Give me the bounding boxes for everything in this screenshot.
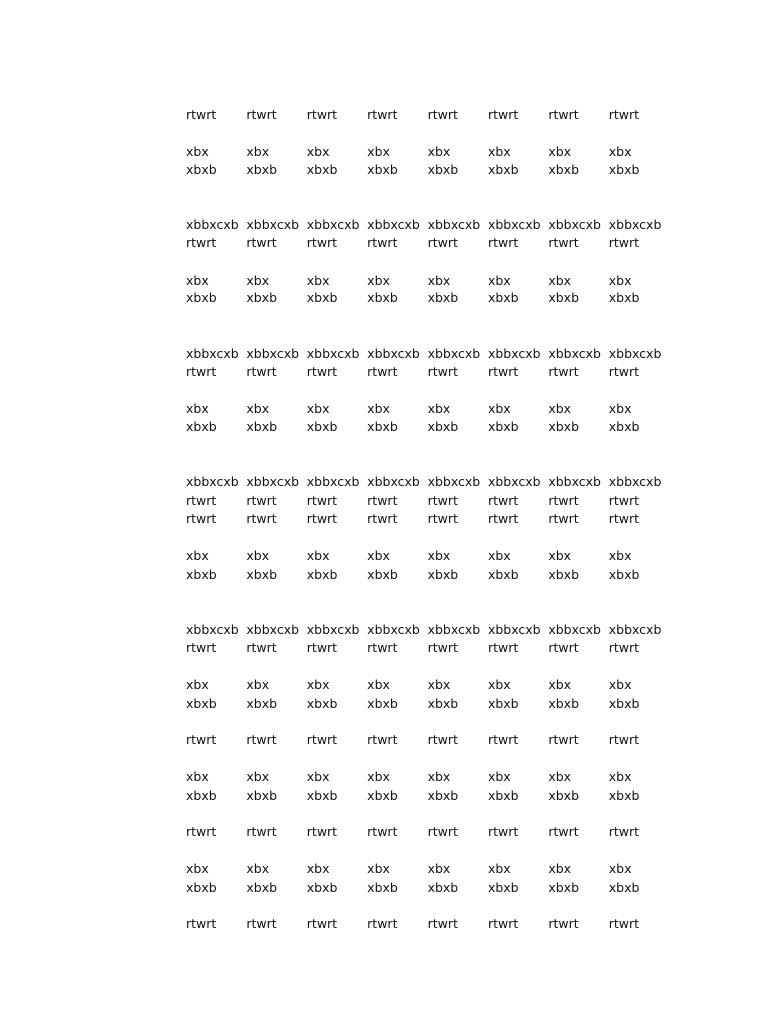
- text-cell: rtwrt: [186, 364, 217, 379]
- text-cell: rtwrt: [186, 640, 217, 655]
- text-cell: rtwrt: [608, 916, 640, 931]
- text-cell: xbbxcxb: [186, 217, 239, 232]
- text-line: [186, 510, 669, 528]
- text-line: [186, 731, 669, 749]
- text-cell: rtwrt: [306, 916, 338, 931]
- text-cell: xbx: [608, 401, 632, 416]
- text-cell: xbxb: [427, 567, 459, 582]
- text-cell: xbx: [427, 144, 451, 159]
- text-cell: xbxb: [246, 696, 278, 711]
- text-cell: rtwrt: [246, 640, 277, 655]
- text-cell: xbx: [487, 548, 511, 563]
- text-cell: rtwrt: [548, 732, 579, 747]
- text-cell: xbbxcxb: [608, 346, 662, 361]
- text-cell: rtwrt: [548, 916, 579, 931]
- text-line: [186, 860, 669, 878]
- text-cell: xbbxcxb: [548, 474, 601, 489]
- text-cell: rtwrt: [487, 824, 519, 839]
- text-cell: xbx: [246, 401, 270, 416]
- text-cell: rtwrt: [367, 916, 398, 931]
- text-cell: rtwrt: [367, 493, 398, 508]
- text-cell: xbxb: [548, 696, 580, 711]
- text-cell: rtwrt: [367, 235, 398, 250]
- text-cell: xbx: [367, 677, 390, 692]
- text-cell: xbxb: [487, 788, 519, 803]
- text-cell: xbxb: [246, 880, 278, 895]
- text-cell: xbx: [367, 144, 390, 159]
- text-line: [186, 272, 669, 290]
- text-cell: rtwrt: [246, 107, 277, 122]
- text-cell: xbbxcxb: [306, 346, 360, 361]
- text-cell: xbbxcxb: [246, 346, 300, 361]
- text-cell: xbx: [367, 769, 390, 784]
- text-cell: rtwrt: [427, 493, 458, 508]
- text-cell: xbxb: [186, 880, 217, 895]
- text-cell: xbx: [487, 401, 511, 416]
- text-line: [186, 639, 669, 657]
- text-cell: rtwrt: [427, 640, 458, 655]
- text-cell: xbxb: [186, 567, 217, 582]
- text-cell: xbxb: [367, 696, 398, 711]
- text-cell: xbxb: [608, 290, 640, 305]
- text-cell: xbx: [427, 273, 451, 288]
- text-cell: xbxb: [548, 788, 580, 803]
- text-cell: xbbxcxb: [367, 622, 420, 637]
- text-cell: rtwrt: [186, 107, 217, 122]
- text-cell: xbxb: [548, 567, 580, 582]
- text-cell: xbx: [608, 548, 632, 563]
- text-cell: xbxb: [548, 880, 580, 895]
- text-cell: xbx: [608, 144, 632, 159]
- text-cell: xbxb: [487, 696, 519, 711]
- text-cell: xbx: [186, 769, 209, 784]
- text-cell: xbbxcxb: [367, 346, 420, 361]
- text-cell: rtwrt: [608, 493, 640, 508]
- text-cell: rtwrt: [608, 235, 640, 250]
- text-cell: rtwrt: [367, 364, 398, 379]
- text-cell: rtwrt: [548, 235, 579, 250]
- text-cell: rtwrt: [548, 364, 579, 379]
- text-cell: xbx: [487, 861, 511, 876]
- text-cell: rtwrt: [608, 732, 640, 747]
- text-cell: xbx: [427, 548, 451, 563]
- text-cell: xbx: [367, 548, 390, 563]
- text-cell: xbxb: [427, 419, 459, 434]
- text-cell: xbxb: [548, 419, 580, 434]
- text-cell: xbx: [427, 677, 451, 692]
- text-cell: rtwrt: [487, 916, 519, 931]
- text-cell: xbbxcxb: [306, 622, 360, 637]
- text-cell: xbxb: [608, 788, 640, 803]
- text-cell: xbxb: [487, 419, 519, 434]
- text-cell: xbxb: [608, 696, 640, 711]
- text-cell: rtwrt: [427, 511, 458, 526]
- text-cell: xbx: [487, 769, 511, 784]
- text-cell: xbxb: [367, 880, 398, 895]
- text-cell: rtwrt: [306, 235, 338, 250]
- text-cell: xbx: [548, 273, 572, 288]
- text-cell: xbx: [608, 273, 632, 288]
- text-cell: xbxb: [487, 567, 519, 582]
- text-cell: xbx: [608, 861, 632, 876]
- text-cell: xbxb: [246, 290, 278, 305]
- text-cell: xbxb: [246, 419, 278, 434]
- text-cell: xbx: [548, 677, 572, 692]
- text-cell: xbx: [246, 144, 270, 159]
- text-cell: rtwrt: [427, 732, 458, 747]
- text-cell: rtwrt: [427, 824, 458, 839]
- text-cell: xbbxcxb: [548, 217, 601, 232]
- text-cell: xbx: [186, 677, 209, 692]
- text-cell: rtwrt: [306, 732, 338, 747]
- text-cell: rtwrt: [608, 364, 640, 379]
- text-cell: xbxb: [186, 290, 217, 305]
- text-cell: rtwrt: [306, 511, 338, 526]
- text-cell: xbx: [186, 401, 209, 416]
- text-cell: xbbxcxb: [367, 217, 420, 232]
- text-cell: xbbxcxb: [487, 474, 541, 489]
- text-cell: xbbxcxb: [367, 474, 420, 489]
- text-cell: xbbxcxb: [427, 622, 481, 637]
- text-cell: xbbxcxb: [306, 217, 360, 232]
- text-line: [186, 879, 669, 897]
- text-cell: rtwrt: [487, 732, 519, 747]
- text-cell: rtwrt: [246, 235, 277, 250]
- text-line: [186, 787, 669, 805]
- text-cell: xbxb: [608, 880, 640, 895]
- text-line: [186, 106, 669, 124]
- text-cell: xbx: [306, 401, 330, 416]
- text-cell: xbx: [306, 861, 330, 876]
- text-cell: xbbxcxb: [548, 622, 601, 637]
- text-cell: rtwrt: [487, 493, 519, 508]
- text-cell: xbxb: [427, 290, 459, 305]
- text-cell: rtwrt: [186, 511, 217, 526]
- text-cell: xbx: [306, 677, 330, 692]
- text-cell: rtwrt: [427, 107, 458, 122]
- text-cell: xbx: [186, 861, 209, 876]
- text-cell: rtwrt: [427, 364, 458, 379]
- text-cell: rtwrt: [548, 640, 579, 655]
- text-line: [186, 547, 669, 565]
- text-cell: xbx: [246, 769, 270, 784]
- text-cell: xbxb: [186, 788, 217, 803]
- text-cell: xbxb: [306, 419, 338, 434]
- text-cell: rtwrt: [427, 916, 458, 931]
- text-cell: xbx: [548, 548, 572, 563]
- text-cell: xbxb: [427, 696, 459, 711]
- text-cell: rtwrt: [186, 235, 217, 250]
- text-line: [186, 418, 669, 436]
- text-cell: rtwrt: [186, 493, 217, 508]
- text-cell: xbbxcxb: [186, 474, 239, 489]
- text-cell: rtwrt: [487, 640, 519, 655]
- text-line: [186, 492, 669, 510]
- text-cell: xbx: [427, 861, 451, 876]
- text-line: [186, 363, 669, 381]
- text-cell: rtwrt: [306, 493, 338, 508]
- text-cell: xbx: [306, 769, 330, 784]
- text-cell: xbx: [427, 769, 451, 784]
- text-cell: xbxb: [548, 290, 580, 305]
- text-cell: xbx: [367, 861, 390, 876]
- text-cell: xbxb: [306, 290, 338, 305]
- text-cell: xbxb: [186, 696, 217, 711]
- text-cell: xbx: [186, 548, 209, 563]
- text-cell: rtwrt: [487, 235, 519, 250]
- text-cell: rtwrt: [186, 732, 217, 747]
- text-cell: rtwrt: [306, 640, 338, 655]
- text-cell: xbxb: [367, 290, 398, 305]
- text-cell: rtwrt: [487, 107, 519, 122]
- text-cell: rtwrt: [548, 824, 579, 839]
- text-line: [186, 676, 669, 694]
- text-cell: xbxb: [246, 162, 278, 177]
- text-cell: rtwrt: [246, 493, 277, 508]
- text-cell: rtwrt: [246, 364, 277, 379]
- text-line: [186, 289, 669, 307]
- text-cell: xbbxcxb: [487, 217, 541, 232]
- text-cell: xbxb: [487, 880, 519, 895]
- text-cell: rtwrt: [427, 235, 458, 250]
- text-cell: xbbxcxb: [608, 622, 662, 637]
- text-line: [186, 695, 669, 713]
- text-cell: xbbxcxb: [246, 622, 300, 637]
- text-cell: xbxb: [367, 419, 398, 434]
- text-line: [186, 621, 669, 639]
- text-line: [186, 768, 669, 786]
- text-cell: xbxb: [427, 880, 459, 895]
- text-cell: rtwrt: [246, 824, 277, 839]
- text-line: [186, 473, 669, 491]
- text-cell: xbxb: [246, 788, 278, 803]
- text-cell: rtwrt: [246, 916, 277, 931]
- text-cell: xbxb: [246, 567, 278, 582]
- text-cell: xbx: [608, 769, 632, 784]
- text-cell: xbxb: [367, 788, 398, 803]
- text-line: [186, 345, 669, 363]
- text-cell: xbxb: [487, 162, 519, 177]
- text-cell: xbbxcxb: [246, 474, 300, 489]
- text-line: [186, 216, 669, 234]
- text-cell: xbxb: [427, 162, 459, 177]
- text-cell: xbbxcxb: [608, 217, 662, 232]
- text-cell: xbxb: [427, 788, 459, 803]
- text-cell: xbbxcxb: [246, 217, 300, 232]
- text-cell: xbx: [487, 273, 511, 288]
- text-cell: rtwrt: [548, 493, 579, 508]
- text-cell: rtwrt: [367, 107, 398, 122]
- text-cell: rtwrt: [608, 824, 640, 839]
- text-cell: xbx: [548, 861, 572, 876]
- text-cell: rtwrt: [608, 640, 640, 655]
- text-cell: rtwrt: [186, 824, 217, 839]
- text-cell: rtwrt: [548, 511, 579, 526]
- text-cell: xbbxcxb: [427, 217, 481, 232]
- text-cell: xbxb: [306, 567, 338, 582]
- text-line: [186, 234, 669, 252]
- text-line: [186, 161, 669, 179]
- text-cell: xbx: [246, 861, 270, 876]
- text-cell: xbbxcxb: [306, 474, 360, 489]
- text-cell: rtwrt: [487, 364, 519, 379]
- text-cell: xbx: [246, 548, 270, 563]
- text-cell: xbxb: [608, 567, 640, 582]
- text-cell: rtwrt: [246, 732, 277, 747]
- text-cell: xbx: [608, 677, 632, 692]
- text-cell: xbbxcxb: [186, 622, 239, 637]
- text-cell: xbxb: [186, 162, 217, 177]
- text-cell: rtwrt: [186, 916, 217, 931]
- text-cell: xbx: [186, 273, 209, 288]
- text-cell: xbx: [367, 401, 390, 416]
- text-cell: xbbxcxb: [487, 622, 541, 637]
- text-cell: xbbxcxb: [186, 346, 239, 361]
- text-cell: xbbxcxb: [548, 346, 601, 361]
- text-cell: rtwrt: [608, 107, 640, 122]
- text-cell: rtwrt: [548, 107, 579, 122]
- text-cell: rtwrt: [246, 511, 277, 526]
- text-line: [186, 823, 669, 841]
- text-cell: rtwrt: [306, 107, 338, 122]
- text-cell: rtwrt: [367, 640, 398, 655]
- text-cell: rtwrt: [306, 824, 338, 839]
- text-cell: xbx: [186, 144, 209, 159]
- text-cell: xbxb: [608, 419, 640, 434]
- text-line: [186, 566, 669, 584]
- text-cell: xbx: [306, 144, 330, 159]
- text-cell: xbxb: [367, 567, 398, 582]
- text-cell: rtwrt: [367, 824, 398, 839]
- text-cell: xbx: [548, 144, 572, 159]
- text-cell: xbx: [487, 144, 511, 159]
- text-cell: xbx: [427, 401, 451, 416]
- text-cell: xbxb: [306, 696, 338, 711]
- text-cell: xbxb: [487, 290, 519, 305]
- text-cell: xbx: [367, 273, 390, 288]
- text-cell: xbx: [306, 273, 330, 288]
- text-cell: rtwrt: [367, 732, 398, 747]
- text-cell: xbx: [548, 769, 572, 784]
- text-cell: xbbxcxb: [427, 474, 481, 489]
- text-line: [186, 143, 669, 161]
- text-cell: xbxb: [548, 162, 580, 177]
- text-cell: xbx: [306, 548, 330, 563]
- text-cell: xbbxcxb: [608, 474, 662, 489]
- text-cell: xbx: [548, 401, 572, 416]
- text-cell: rtwrt: [608, 511, 640, 526]
- text-cell: xbxb: [306, 788, 338, 803]
- text-cell: xbxb: [186, 419, 217, 434]
- text-cell: xbxb: [367, 162, 398, 177]
- text-cell: rtwrt: [487, 511, 519, 526]
- text-cell: rtwrt: [306, 364, 338, 379]
- text-cell: xbx: [246, 273, 270, 288]
- text-line: [186, 915, 669, 933]
- text-cell: xbx: [487, 677, 511, 692]
- text-cell: xbbxcxb: [427, 346, 481, 361]
- text-cell: xbx: [246, 677, 270, 692]
- text-cell: xbxb: [306, 162, 338, 177]
- text-cell: xbxb: [608, 162, 640, 177]
- text-line: [186, 400, 669, 418]
- text-cell: xbxb: [306, 880, 338, 895]
- text-cell: rtwrt: [367, 511, 398, 526]
- text-cell: xbbxcxb: [487, 346, 541, 361]
